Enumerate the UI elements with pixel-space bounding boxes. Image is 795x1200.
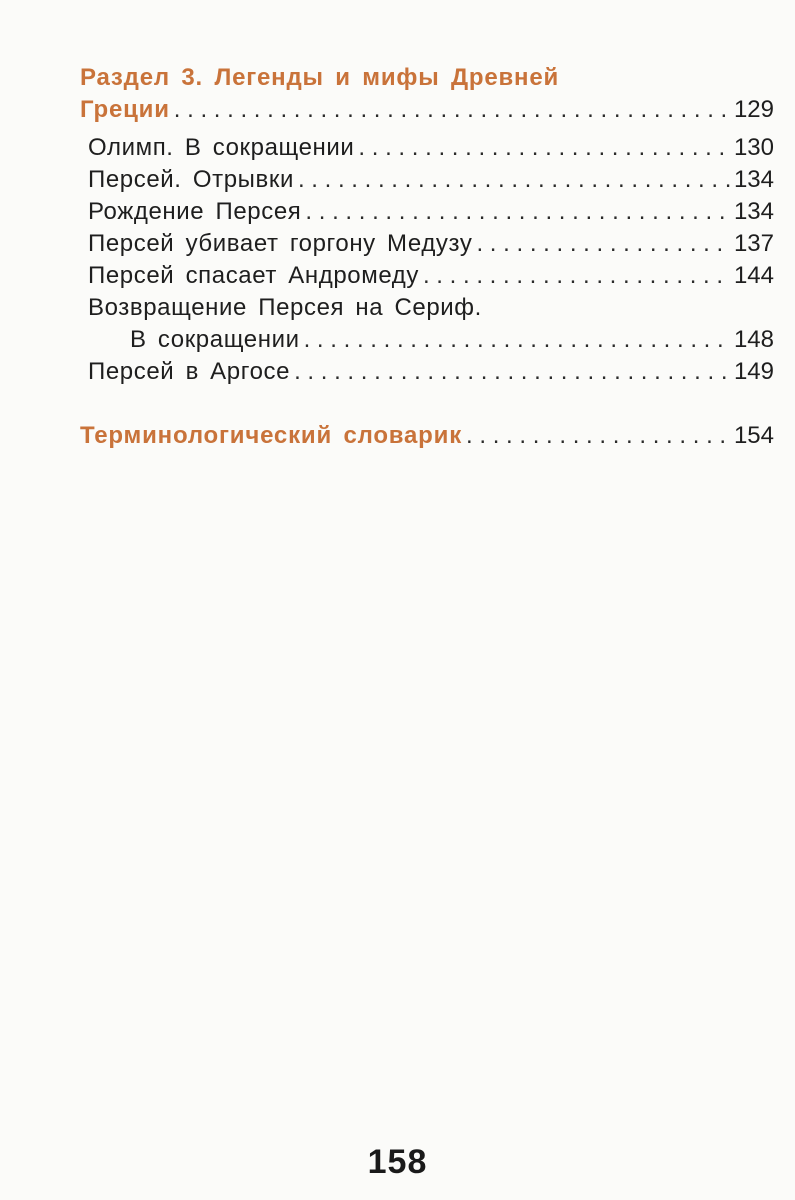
toc-row bbox=[80, 356, 774, 388]
toc-row bbox=[80, 228, 774, 260]
toc-entry-page: 149 bbox=[733, 358, 774, 385]
toc-entry-page: 144 bbox=[733, 262, 774, 289]
toc-entry-page: 130 bbox=[733, 134, 774, 161]
toc-entry-title: Персей спасает Андромеду bbox=[88, 262, 419, 289]
dot-leader bbox=[423, 260, 730, 292]
glossary-title: Терминологический словарик bbox=[80, 422, 463, 449]
toc-entry-title: Персей убивает горгону Медузу bbox=[88, 230, 473, 257]
section-title-line1: Раздел 3. Легенды и мифы Древней bbox=[80, 64, 560, 91]
dot-leader bbox=[304, 324, 730, 356]
dot-leader bbox=[298, 164, 730, 196]
page-number: 158 bbox=[367, 1143, 428, 1181]
dot-leader bbox=[294, 356, 730, 388]
section-title-line2: Греции bbox=[80, 96, 170, 123]
glossary-page-number: 154 bbox=[733, 422, 774, 449]
toc-row bbox=[80, 324, 774, 356]
toc-entry-title: Рождение Персея bbox=[88, 198, 302, 225]
toc-entry-page: 134 bbox=[733, 166, 774, 193]
toc-row-section bbox=[80, 94, 774, 126]
toc-row-glossary bbox=[80, 420, 774, 452]
toc-entry-page: 148 bbox=[733, 326, 774, 353]
toc-entry-title-line1: Возвращение Персея на Сериф. bbox=[88, 294, 482, 321]
dot-leader bbox=[466, 420, 730, 452]
dot-leader bbox=[358, 132, 730, 164]
toc-entry-title-line2: В сокращении bbox=[130, 326, 300, 353]
toc-row bbox=[80, 260, 774, 292]
toc-row bbox=[80, 164, 774, 196]
toc-entry-page: 137 bbox=[733, 230, 774, 257]
toc-row bbox=[80, 196, 774, 228]
dot-leader bbox=[476, 228, 729, 260]
table-of-contents bbox=[80, 62, 774, 452]
section-page-number: 129 bbox=[733, 96, 774, 123]
toc-row bbox=[80, 132, 774, 164]
dot-leader bbox=[174, 94, 730, 126]
toc-entry-title: Персей. Отрывки bbox=[88, 166, 294, 193]
toc-entry-title: Олимп. В сокращении bbox=[88, 134, 355, 161]
toc-entry-page: 134 bbox=[733, 198, 774, 225]
toc-entry-title: Персей в Аргосе bbox=[88, 358, 291, 385]
dot-leader bbox=[305, 196, 730, 228]
